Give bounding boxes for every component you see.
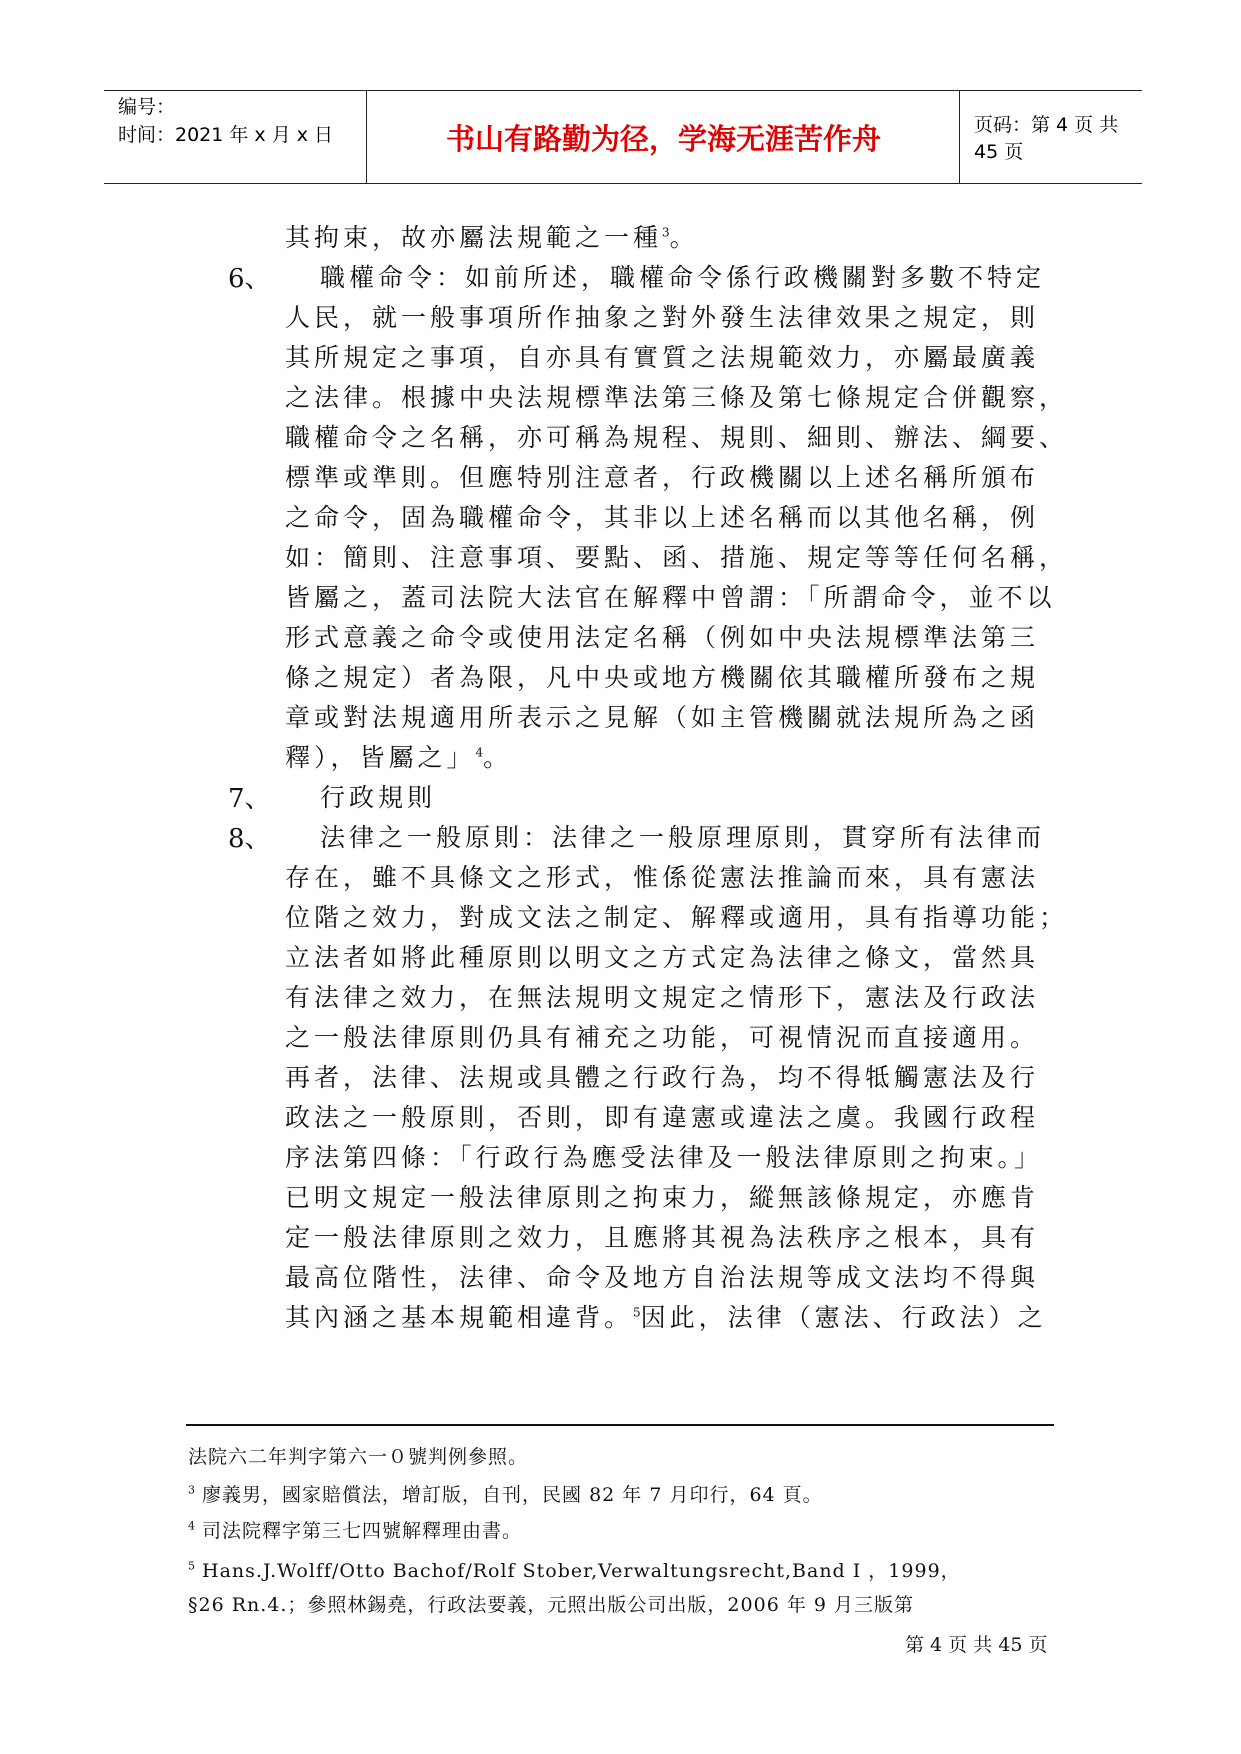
paragraph-line: 之法律。根據中央法規標準法第三條及第七條規定合併觀察， bbox=[285, 383, 1069, 412]
paragraph-line: 序法第四條：「行政行為應受法律及一般法律原則之拘束。」 bbox=[285, 1143, 1044, 1172]
paragraph-line: 條之規定）者為限，凡中央或地方機關依其職權所發布之規 bbox=[285, 663, 1040, 692]
page-header bbox=[104, 90, 1142, 184]
paragraph-line: 職權命令之名稱，亦可稱為規程、規則、細則、辦法、綱要、 bbox=[285, 423, 1069, 452]
footnote-3: $^3$ 廖義男，國家賠償法，增訂版，自刊，民國 82 年 7 月印行，64 頁。 bbox=[188, 1483, 823, 1506]
footnote-ref: 5 bbox=[633, 1305, 641, 1320]
paragraph-line: 法律之一般原則：法律之一般原理原則，貫穿所有法律而 bbox=[320, 823, 1046, 852]
time-label: 时间：2021 年 x 月 x 日 bbox=[118, 124, 334, 146]
list-item-number: 8、 bbox=[228, 824, 271, 854]
paragraph-line: 人民，就一般事項所作抽象之對外發生法律效果之規定，則 bbox=[285, 303, 1040, 332]
paragraph-line: 形式意義之命令或使用法定名稱（例如中央法規標準法第三 bbox=[285, 623, 1040, 652]
paragraph-line: 有法律之效力，在無法規明文規定之情形下，憲法及行政法 bbox=[285, 983, 1040, 1012]
footnote-5-continued: §26 Rn.4.；參照林錫堯，行政法要義，元照出版公司出版，2006 年 9 月三版第 bbox=[188, 1594, 914, 1616]
paragraph-line: 立法者如將此種原則以明文之方式定為法律之條文，當然具 bbox=[285, 943, 1040, 972]
list-item-number: 6、 bbox=[228, 264, 271, 294]
header-page-number: 页码：第 4 页 共 45 页 bbox=[974, 114, 1119, 163]
footnote-separator bbox=[186, 1424, 1054, 1426]
paragraph-line: 其內涵之基本規範相違背。$^5$因此，法律（憲法、行政法）之 bbox=[285, 1303, 1047, 1332]
paragraph-line: 之一般法律原則仍具有補充之功能，可視情況而直接適用。 bbox=[285, 1023, 1040, 1052]
paragraph-line: 釋），皆屬之」$^4$。 bbox=[285, 743, 513, 772]
header-meta bbox=[118, 93, 368, 149]
footnote-4: $^4$ 司法院釋字第三七四號解釋理由書。 bbox=[188, 1519, 523, 1542]
paragraph-line: 已明文規定一般法律原則之拘束力，縱無該條規定，亦應肯 bbox=[285, 1183, 1040, 1212]
paragraph-line: 其所規定之事項，自亦具有實質之法規範效力，亦屬最廣義 bbox=[285, 343, 1040, 372]
paragraph-line: 職權命令：如前所述，職權命令係行政機關對多數不特定 bbox=[320, 263, 1046, 292]
page-footer: 第 4 页 共 45 页 bbox=[905, 1634, 1048, 1656]
paragraph-line: 存在，雖不具條文之形式，惟係從憲法推論而來，具有憲法 bbox=[285, 863, 1040, 892]
paragraph-line: 之命令，固為職權命令，其非以上述名稱而以其他名稱，例 bbox=[285, 503, 1040, 532]
footnote-ref: 3 bbox=[662, 225, 670, 240]
paragraph-line: 如：簡則、注意事項、要點、函、措施、規定等等任何名稱， bbox=[285, 543, 1069, 572]
paragraph-line: 章或對法規適用所表示之見解（如主管機關就法規所為之函 bbox=[285, 703, 1040, 732]
paragraph-line: 皆屬之，蓋司法院大法官在解釋中曾謂：「所謂命令，並不以 bbox=[285, 583, 1056, 612]
header-motto: 书山有路勤为径，学海无涯苦作舟 bbox=[445, 121, 881, 156]
paragraph-line: 標準或準則。但應特別注意者，行政機關以上述名稱所頒布 bbox=[285, 463, 1040, 492]
header-divider bbox=[959, 91, 960, 183]
paragraph-line: 位階之效力，對成文法之制定、解釋或適用，具有指導功能； bbox=[285, 903, 1069, 932]
paragraph-line: 政法之一般原則，否則，即有違憲或違法之虞。我國行政程 bbox=[285, 1103, 1040, 1132]
paragraph-line: 其拘束，故亦屬法規範之一種$^3$。 bbox=[285, 223, 699, 252]
paragraph-line: 定一般法律原則之效力，且應將其視為法秩序之根本，具有 bbox=[285, 1223, 1040, 1252]
list-item-text: 行政規則 bbox=[320, 783, 437, 812]
footnote-5: $^5$ Hans.J.Wolff/Otto Bachof/Rolf Stober,Verwaltungsrecht,Band I ，1999， bbox=[188, 1559, 961, 1582]
footnote-line: 法院六二年判字第六一０號判例參照。 bbox=[188, 1446, 529, 1468]
list-item-number: 7、 bbox=[228, 784, 271, 814]
serial-label: 编号： bbox=[118, 96, 176, 118]
paragraph-line: 最高位階性，法律、命令及地方自治法規等成文法均不得與 bbox=[285, 1263, 1040, 1292]
footnote-ref: 4 bbox=[475, 745, 484, 760]
paragraph-line: 再者，法律、法規或具體之行政行為，均不得牴觸憲法及行 bbox=[285, 1063, 1040, 1092]
